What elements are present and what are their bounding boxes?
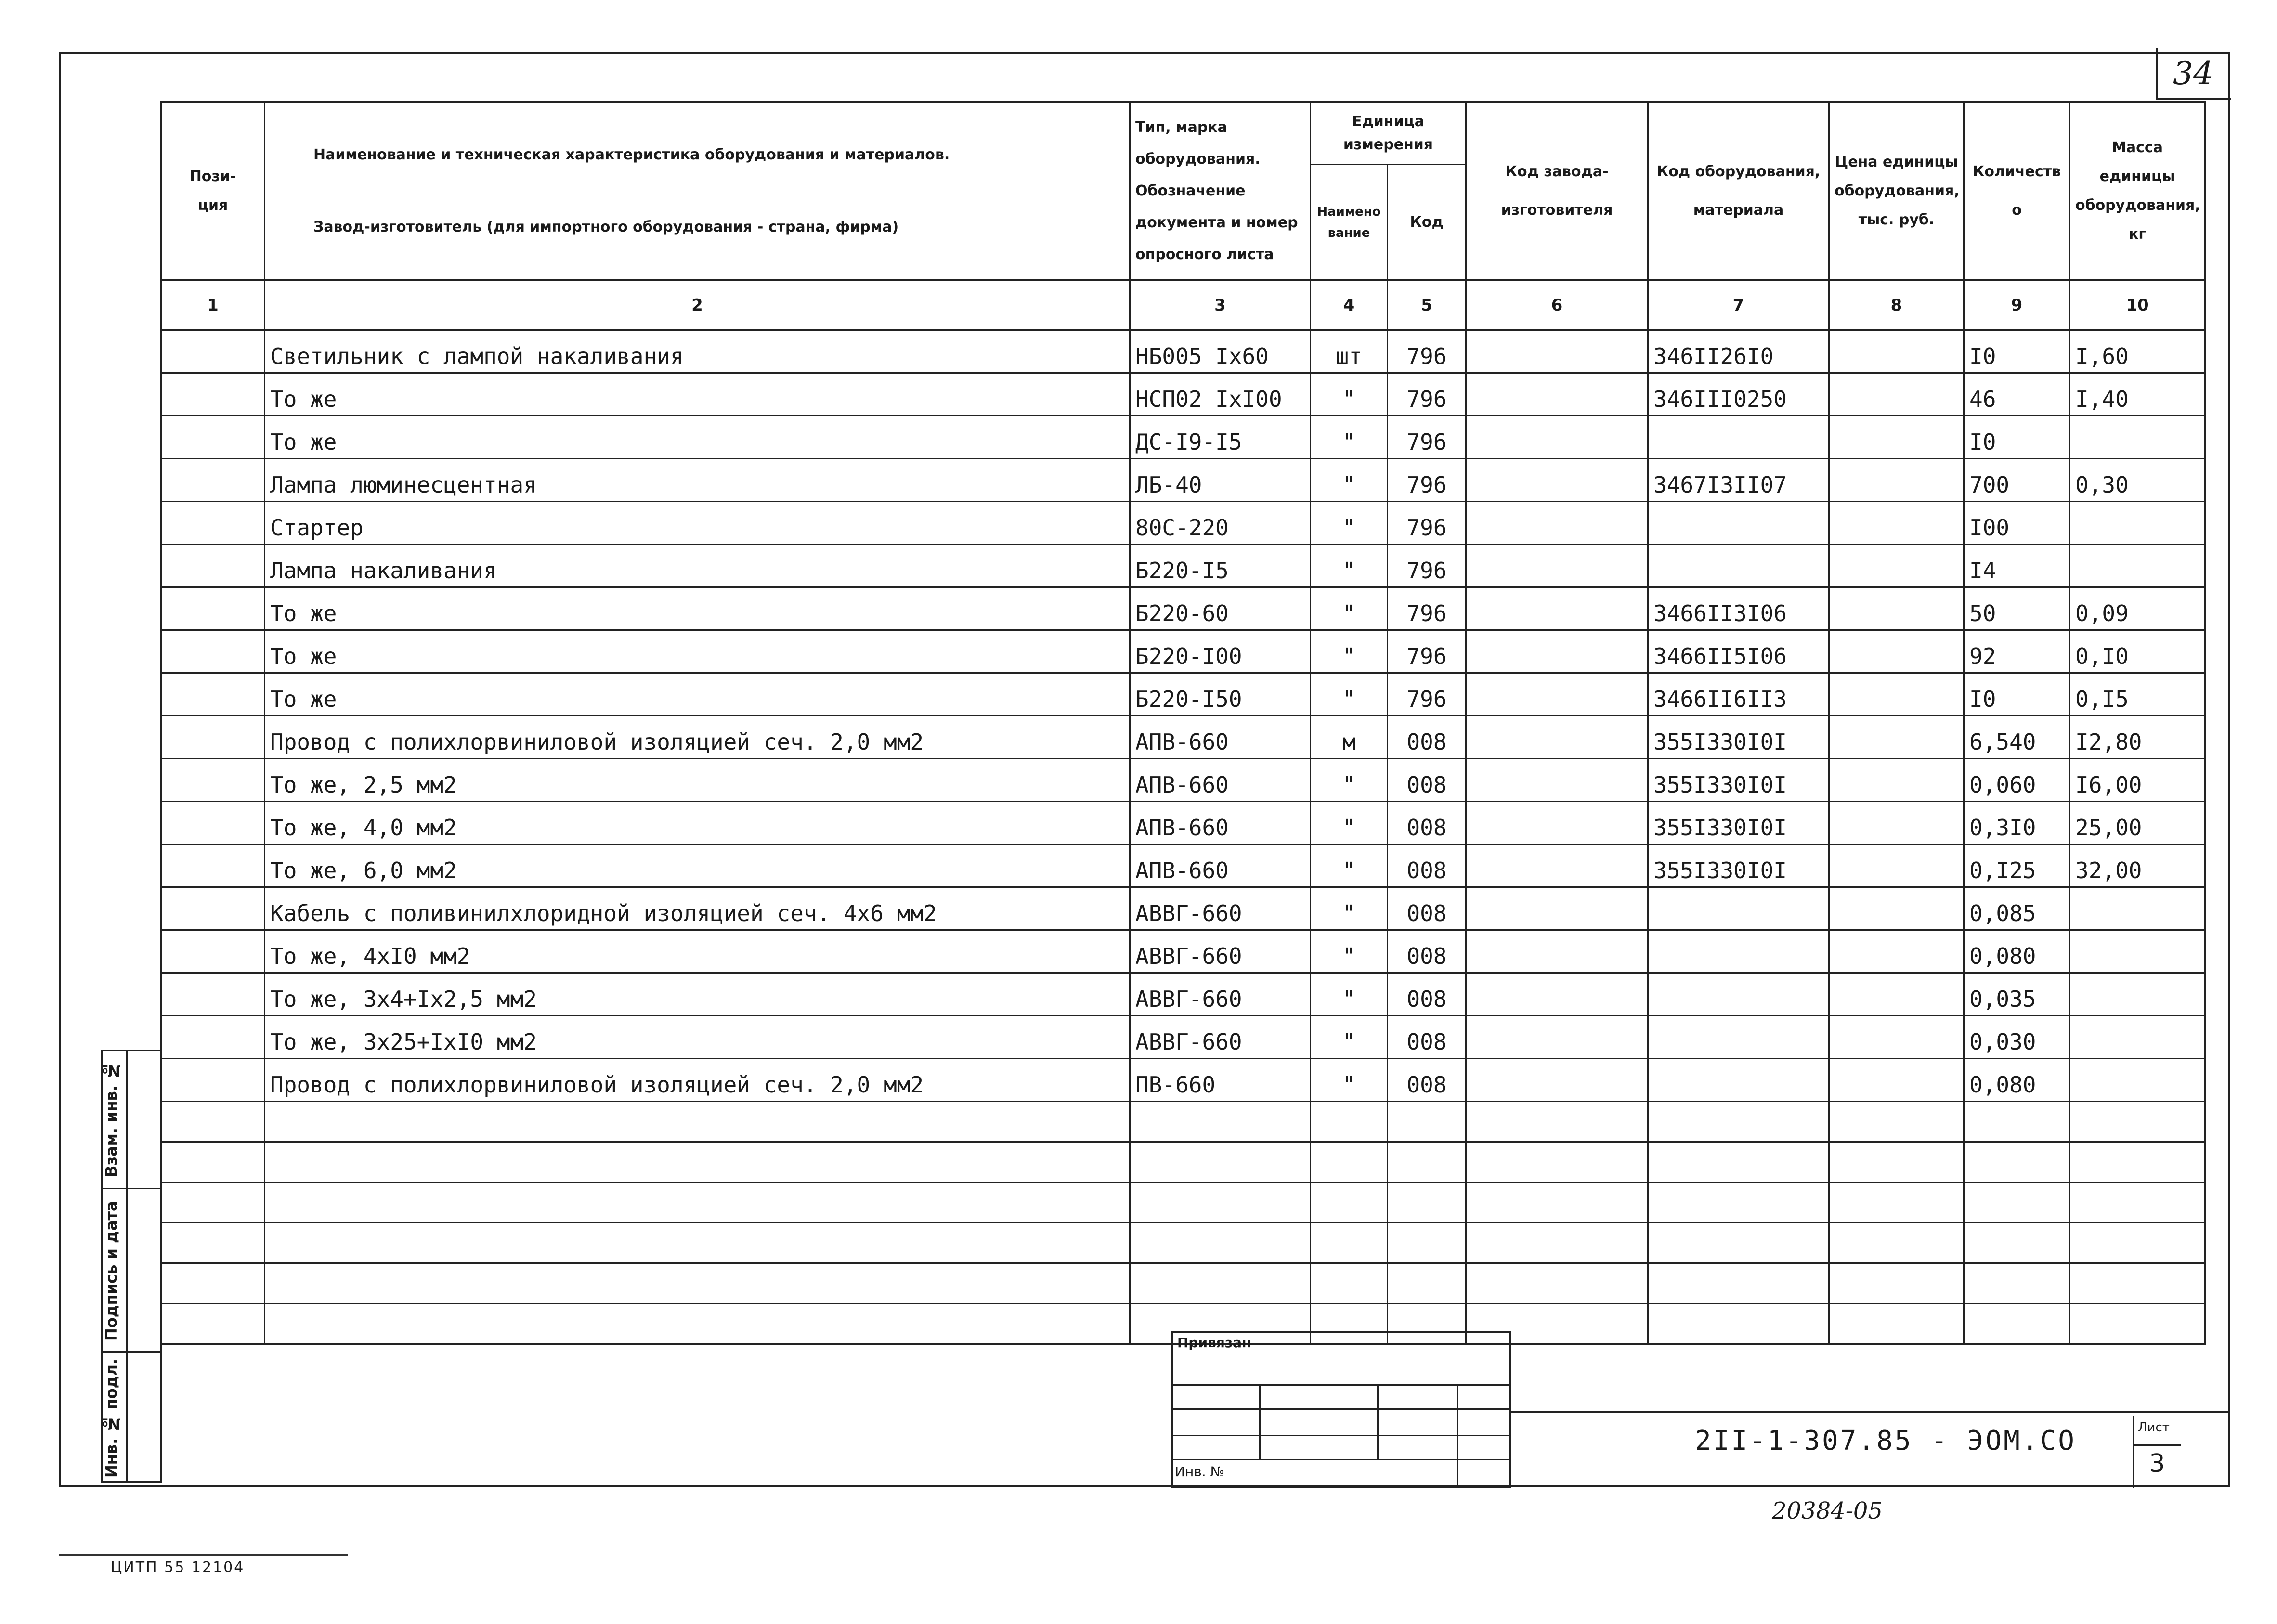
cell-equip-code: 3466II6II3 — [1648, 673, 1829, 716]
cell-type: АВВГ-660 — [1130, 1016, 1311, 1059]
table-row — [161, 930, 2205, 973]
cell-quantity: 700 — [1964, 459, 2070, 502]
header-equip-code: Код оборудования, материала — [1648, 102, 1829, 280]
side-strip-divider — [126, 1050, 128, 1483]
cell-unit-code: 008 — [1388, 930, 1466, 973]
cell-type: АПВ-660 — [1130, 716, 1311, 759]
empty-row — [161, 1223, 2205, 1263]
cell-position — [161, 973, 265, 1016]
cell-name: То же, 6,0 мм2 — [265, 844, 1130, 887]
cell-name: Стартер — [265, 502, 1130, 545]
cell-unit: " — [1311, 930, 1388, 973]
cell-factory-code — [1466, 802, 1648, 844]
cell-position — [161, 330, 265, 373]
cell-unit: " — [1311, 373, 1388, 416]
cell-quantity: 0,I25 — [1964, 844, 2070, 887]
cell-unit-code: 008 — [1388, 716, 1466, 759]
cell-type: ПВ-660 — [1130, 1059, 1311, 1102]
cell-unit: шт — [1311, 330, 1388, 373]
cell-name: То же, 4,0 мм2 — [265, 802, 1130, 844]
stamp-line — [1171, 1384, 1511, 1386]
stamp-line — [1171, 1459, 1511, 1460]
side-label-inv-original: Инв. № подл. — [102, 1358, 120, 1478]
cell-position — [161, 373, 265, 416]
cell-type: АВВГ-660 — [1130, 930, 1311, 973]
cell-type: Б220-I00 — [1130, 630, 1311, 673]
cell-quantity: 0,035 — [1964, 973, 2070, 1016]
cell-quantity: 0,060 — [1964, 759, 2070, 802]
cell-equip-code — [1648, 1059, 1829, 1102]
cell-unit-code: 796 — [1388, 416, 1466, 459]
cell-price — [1829, 759, 1964, 802]
footer-line — [59, 1554, 348, 1556]
header-price: Цена единицы оборудования, тыс. руб. — [1829, 102, 1964, 280]
table-row — [161, 844, 2205, 887]
table-row — [161, 1016, 2205, 1059]
cell-quantity: 0,080 — [1964, 930, 2070, 973]
cell-factory-code — [1466, 459, 1648, 502]
cell-price — [1829, 973, 1964, 1016]
cell-factory-code — [1466, 630, 1648, 673]
cell-equip-code: 346III0250 — [1648, 373, 1829, 416]
cell-quantity: I00 — [1964, 502, 2070, 545]
cell-mass — [2070, 502, 2205, 545]
header-row — [161, 102, 2205, 165]
cell-position — [161, 887, 265, 930]
header-name-line2: Завод-изготовитель (для импортного оборудования - страна, фирма) — [313, 218, 899, 235]
header-unit-name: Наименование — [1311, 165, 1388, 280]
colnum: 10 — [2070, 280, 2205, 330]
stamp-vline — [1377, 1384, 1379, 1459]
header-type: Тип, марка оборудования. Обозначение документа и номер опросного листа — [1130, 102, 1311, 280]
cell-equip-code: 355I330I0I — [1648, 802, 1829, 844]
cell-name: То же — [265, 373, 1130, 416]
cell-equip-code — [1648, 1016, 1829, 1059]
stamp-line — [1171, 1435, 1511, 1436]
cell-unit-code: 796 — [1388, 330, 1466, 373]
handwritten-archive-number: 20384-05 — [1772, 1497, 1883, 1524]
cell-unit-code: 796 — [1388, 545, 1466, 587]
colnum: 1 — [161, 280, 265, 330]
cell-unit-code: 796 — [1388, 459, 1466, 502]
cell-unit-code: 796 — [1388, 373, 1466, 416]
cell-factory-code — [1466, 373, 1648, 416]
column-number-row — [161, 280, 2205, 330]
cell-price — [1829, 330, 1964, 373]
table-row — [161, 416, 2205, 459]
header-unit-group: Единица измерения — [1311, 102, 1466, 165]
cell-name: Светильник с лампой накаливания — [265, 330, 1130, 373]
header-factory-code: Код завода-изготовителя — [1466, 102, 1648, 280]
cell-unit: м — [1311, 716, 1388, 759]
cell-name: То же, 4хI0 мм2 — [265, 930, 1130, 973]
sheet-label: Лист — [2138, 1420, 2170, 1435]
cell-equip-code: 355I330I0I — [1648, 759, 1829, 802]
cell-price — [1829, 716, 1964, 759]
table-row — [161, 587, 2205, 630]
cell-factory-code — [1466, 1059, 1648, 1102]
cell-unit: " — [1311, 844, 1388, 887]
colnum: 9 — [1964, 280, 2070, 330]
footer-code: ЦИТП 55 12104 — [111, 1559, 245, 1576]
cell-name: То же — [265, 673, 1130, 716]
cell-name: Лампа накаливания — [265, 545, 1130, 587]
cell-quantity: 0,080 — [1964, 1059, 2070, 1102]
cell-name: То же, 3х25+IхI0 мм2 — [265, 1016, 1130, 1059]
header-unit-code: Код — [1388, 165, 1466, 280]
table-row — [161, 887, 2205, 930]
cell-name: То же, 3х4+Iх2,5 мм2 — [265, 973, 1130, 1016]
cell-price — [1829, 459, 1964, 502]
cell-quantity: 46 — [1964, 373, 2070, 416]
table-row — [161, 1059, 2205, 1102]
cell-factory-code — [1466, 844, 1648, 887]
empty-row — [161, 1142, 2205, 1182]
cell-unit-code: 008 — [1388, 802, 1466, 844]
cell-factory-code — [1466, 502, 1648, 545]
cell-type: 80С-220 — [1130, 502, 1311, 545]
cell-mass: I2,80 — [2070, 716, 2205, 759]
cell-unit: " — [1311, 887, 1388, 930]
cell-mass: 0,09 — [2070, 587, 2205, 630]
cell-price — [1829, 502, 1964, 545]
cell-unit: " — [1311, 630, 1388, 673]
cell-position — [161, 587, 265, 630]
cell-price — [1829, 373, 1964, 416]
colnum: 7 — [1648, 280, 1829, 330]
cell-type: Б220-60 — [1130, 587, 1311, 630]
sheet-number: 3 — [2149, 1449, 2165, 1478]
empty-row — [161, 1102, 2205, 1142]
cell-quantity: 6,540 — [1964, 716, 2070, 759]
cell-quantity: I0 — [1964, 673, 2070, 716]
header-quantity: Количество — [1964, 102, 2070, 280]
cell-mass: I,40 — [2070, 373, 2205, 416]
cell-name: То же, 2,5 мм2 — [265, 759, 1130, 802]
cell-equip-code — [1648, 887, 1829, 930]
cell-factory-code — [1466, 416, 1648, 459]
cell-factory-code — [1466, 759, 1648, 802]
cell-name: То же — [265, 630, 1130, 673]
cell-unit: " — [1311, 459, 1388, 502]
empty-row — [161, 1182, 2205, 1223]
cell-unit-code: 796 — [1388, 673, 1466, 716]
cell-factory-code — [1466, 973, 1648, 1016]
cell-type: АВВГ-660 — [1130, 973, 1311, 1016]
cell-name: То же — [265, 587, 1130, 630]
header-position: Пози- ция — [161, 102, 265, 280]
cell-factory-code — [1466, 887, 1648, 930]
header-name-line1: Наименование и техническая характеристика оборудования и материалов. — [313, 146, 950, 163]
cell-price — [1829, 416, 1964, 459]
side-label-signature-date: Подпись и дата — [102, 1201, 120, 1341]
cell-mass: 25,00 — [2070, 802, 2205, 844]
cell-price — [1829, 630, 1964, 673]
cell-type: ЛБ-40 — [1130, 459, 1311, 502]
cell-mass — [2070, 545, 2205, 587]
cell-position — [161, 716, 265, 759]
cell-equip-code: 346II26I0 — [1648, 330, 1829, 373]
cell-mass: I6,00 — [2070, 759, 2205, 802]
table-row — [161, 973, 2205, 1016]
cell-unit: " — [1311, 416, 1388, 459]
cell-mass — [2070, 887, 2205, 930]
cell-type: АВВГ-660 — [1130, 887, 1311, 930]
cell-name: Кабель с поливинилхлоридной изоляцией сеч. 4х6 мм2 — [265, 887, 1130, 930]
cell-factory-code — [1466, 545, 1648, 587]
privyazan-label: Привязан — [1177, 1335, 1251, 1351]
cell-type: ДС-I9-I5 — [1130, 416, 1311, 459]
cell-type: АПВ-660 — [1130, 844, 1311, 887]
cell-unit-code: 008 — [1388, 759, 1466, 802]
cell-mass: 0,I5 — [2070, 673, 2205, 716]
cell-factory-code — [1466, 1016, 1648, 1059]
cell-unit-code: 008 — [1388, 973, 1466, 1016]
side-label-replace-inv: Взам. инв. № — [102, 1061, 120, 1178]
cell-quantity: 50 — [1964, 587, 2070, 630]
table-row — [161, 459, 2205, 502]
cell-position — [161, 844, 265, 887]
stamp-line — [1171, 1408, 1511, 1410]
cell-type: АПВ-660 — [1130, 802, 1311, 844]
cell-position — [161, 502, 265, 545]
cell-name: Провод с полихлорвиниловой изоляцией сеч. 2,0 мм2 — [265, 1059, 1130, 1102]
table-row — [161, 802, 2205, 844]
sheet-corner-number: 34 — [2173, 55, 2213, 92]
cell-position — [161, 759, 265, 802]
specification-table — [160, 101, 2206, 1345]
cell-position — [161, 545, 265, 587]
cell-mass: I,60 — [2070, 330, 2205, 373]
cell-mass: 0,I0 — [2070, 630, 2205, 673]
colnum: 8 — [1829, 280, 1964, 330]
cell-price — [1829, 545, 1964, 587]
cell-quantity: 0,3I0 — [1964, 802, 2070, 844]
colnum: 3 — [1130, 280, 1311, 330]
cell-unit: " — [1311, 1016, 1388, 1059]
cell-unit: " — [1311, 1059, 1388, 1102]
cell-mass: 0,30 — [2070, 459, 2205, 502]
cell-type: Б220-I5 — [1130, 545, 1311, 587]
cell-price — [1829, 673, 1964, 716]
cell-equip-code — [1648, 416, 1829, 459]
cell-factory-code — [1466, 673, 1648, 716]
cell-mass — [2070, 1016, 2205, 1059]
colnum: 2 — [265, 280, 1130, 330]
cell-quantity: I0 — [1964, 416, 2070, 459]
cell-mass — [2070, 1059, 2205, 1102]
cell-type: АПВ-660 — [1130, 759, 1311, 802]
table-row — [161, 673, 2205, 716]
cell-price — [1829, 802, 1964, 844]
stamp-vline — [1457, 1384, 1458, 1488]
cell-unit-code: 796 — [1388, 587, 1466, 630]
colnum: 4 — [1311, 280, 1388, 330]
cell-type: Б220-I50 — [1130, 673, 1311, 716]
cell-unit: " — [1311, 545, 1388, 587]
cell-unit-code: 008 — [1388, 1016, 1466, 1059]
cell-unit-code: 008 — [1388, 844, 1466, 887]
cell-name: Лампа люминесцентная — [265, 459, 1130, 502]
cell-type: НСП02 IхI00 — [1130, 373, 1311, 416]
empty-row — [161, 1263, 2205, 1304]
cell-position — [161, 673, 265, 716]
table-row — [161, 716, 2205, 759]
cell-unit: " — [1311, 587, 1388, 630]
cell-equip-code: 3466II3I06 — [1648, 587, 1829, 630]
cell-unit-code: 796 — [1388, 630, 1466, 673]
document-code: 2II-1-307.85 - ЭОМ.СО — [1695, 1425, 2077, 1456]
cell-unit: " — [1311, 502, 1388, 545]
stamp-vline — [1259, 1384, 1261, 1459]
table-row — [161, 545, 2205, 587]
table-row — [161, 502, 2205, 545]
cell-position — [161, 416, 265, 459]
cell-quantity: I0 — [1964, 330, 2070, 373]
table-row — [161, 373, 2205, 416]
cell-position — [161, 930, 265, 973]
cell-equip-code — [1648, 545, 1829, 587]
cell-position — [161, 630, 265, 673]
cell-factory-code — [1466, 716, 1648, 759]
cell-unit: " — [1311, 673, 1388, 716]
cell-quantity: 0,085 — [1964, 887, 2070, 930]
cell-mass: 32,00 — [2070, 844, 2205, 887]
cell-position — [161, 802, 265, 844]
cell-mass — [2070, 973, 2205, 1016]
table-row — [161, 630, 2205, 673]
cell-position — [161, 1016, 265, 1059]
cell-mass — [2070, 416, 2205, 459]
cell-equip-code: 3466II5I06 — [1648, 630, 1829, 673]
cell-price — [1829, 587, 1964, 630]
cell-mass — [2070, 930, 2205, 973]
cell-price — [1829, 844, 1964, 887]
table-row — [161, 759, 2205, 802]
cell-type: НБ005 Iх60 — [1130, 330, 1311, 373]
header-name — [265, 102, 1130, 280]
cell-unit-code: 796 — [1388, 502, 1466, 545]
cell-equip-code — [1648, 930, 1829, 973]
cell-unit: " — [1311, 973, 1388, 1016]
cell-unit: " — [1311, 802, 1388, 844]
cell-quantity: I4 — [1964, 545, 2070, 587]
cell-position — [161, 1059, 265, 1102]
sheet-box-line — [2133, 1444, 2181, 1446]
cell-price — [1829, 1059, 1964, 1102]
cell-equip-code — [1648, 502, 1829, 545]
cell-quantity: 92 — [1964, 630, 2070, 673]
cell-factory-code — [1466, 330, 1648, 373]
cell-price — [1829, 930, 1964, 973]
cell-unit-code: 008 — [1388, 1059, 1466, 1102]
colnum: 6 — [1466, 280, 1648, 330]
colnum: 5 — [1388, 280, 1466, 330]
cell-unit-code: 008 — [1388, 887, 1466, 930]
cell-factory-code — [1466, 587, 1648, 630]
title-block-line — [1511, 1411, 2230, 1413]
cell-price — [1829, 1016, 1964, 1059]
table-body — [161, 330, 2205, 1102]
cell-unit: " — [1311, 759, 1388, 802]
cell-equip-code: 355I330I0I — [1648, 844, 1829, 887]
cell-name: Провод с полихлорвиниловой изоляцией сеч. 2,0 мм2 — [265, 716, 1130, 759]
table-row — [161, 330, 2205, 373]
cell-equip-code: 355I330I0I — [1648, 716, 1829, 759]
cell-equip-code: 3467I3II07 — [1648, 459, 1829, 502]
cell-quantity: 0,030 — [1964, 1016, 2070, 1059]
cell-name: То же — [265, 416, 1130, 459]
cell-factory-code — [1466, 930, 1648, 973]
cell-position — [161, 459, 265, 502]
inv-no-label: Инв. № — [1175, 1464, 1224, 1480]
header-mass: Масса единицы оборудования, кг — [2070, 102, 2205, 280]
cell-equip-code — [1648, 973, 1829, 1016]
cell-price — [1829, 887, 1964, 930]
